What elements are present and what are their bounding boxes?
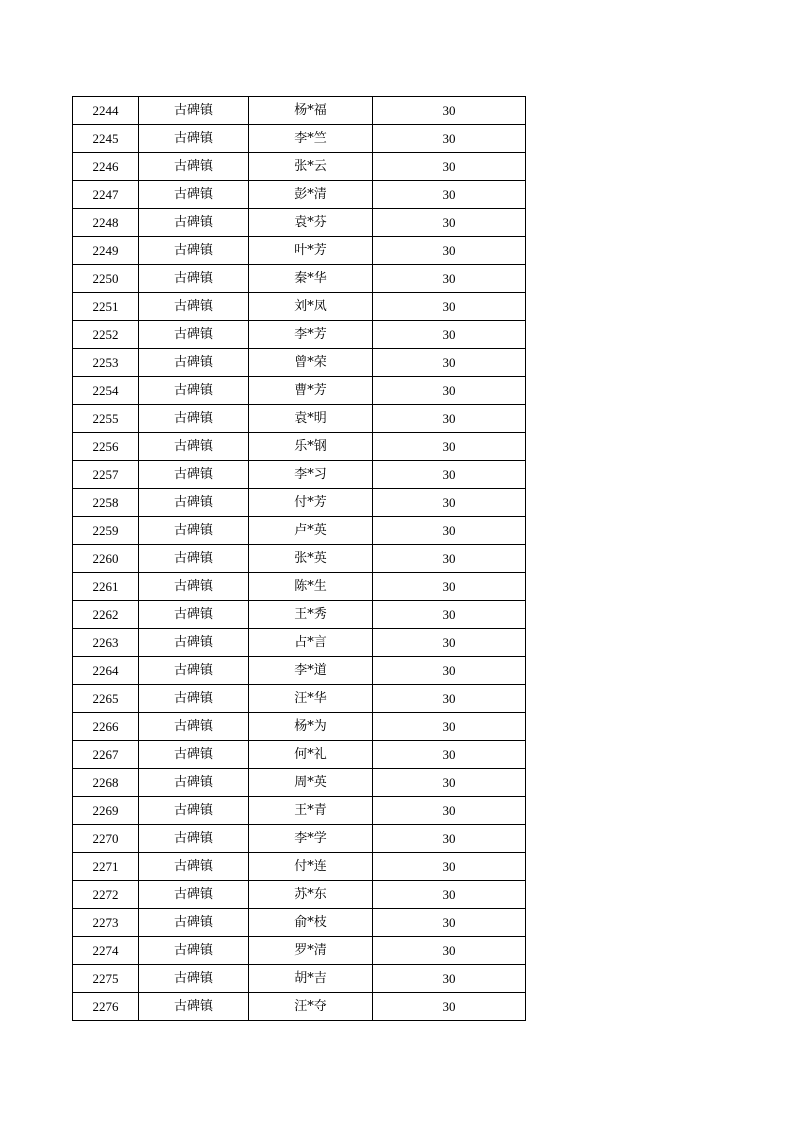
cell-row-number: 2263	[73, 629, 139, 657]
cell-amount: 30	[373, 181, 526, 209]
cell-person-name: 秦*华	[249, 265, 373, 293]
cell-amount: 30	[373, 489, 526, 517]
table-row	[73, 909, 526, 937]
cell-amount: 30	[373, 209, 526, 237]
cell-town: 古碑镇	[139, 741, 249, 769]
cell-row-number: 2248	[73, 209, 139, 237]
cell-row-number: 2267	[73, 741, 139, 769]
table-row	[73, 685, 526, 713]
cell-row-number: 2253	[73, 349, 139, 377]
table-row	[73, 545, 526, 573]
cell-town: 古碑镇	[139, 405, 249, 433]
cell-town: 古碑镇	[139, 517, 249, 545]
cell-person-name: 付*连	[249, 853, 373, 881]
cell-person-name: 叶*芳	[249, 237, 373, 265]
cell-person-name: 刘*凤	[249, 293, 373, 321]
cell-person-name: 曾*荣	[249, 349, 373, 377]
cell-amount: 30	[373, 433, 526, 461]
cell-row-number: 2264	[73, 657, 139, 685]
cell-person-name: 汪*华	[249, 685, 373, 713]
cell-amount: 30	[373, 461, 526, 489]
cell-amount: 30	[373, 993, 526, 1021]
cell-person-name: 陈*生	[249, 573, 373, 601]
cell-amount: 30	[373, 797, 526, 825]
cell-person-name: 苏*东	[249, 881, 373, 909]
table-row	[73, 433, 526, 461]
cell-row-number: 2268	[73, 769, 139, 797]
cell-town: 古碑镇	[139, 713, 249, 741]
cell-town: 古碑镇	[139, 489, 249, 517]
cell-town: 古碑镇	[139, 209, 249, 237]
cell-row-number: 2247	[73, 181, 139, 209]
cell-amount: 30	[373, 573, 526, 601]
cell-row-number: 2246	[73, 153, 139, 181]
cell-town: 古碑镇	[139, 657, 249, 685]
cell-amount: 30	[373, 125, 526, 153]
cell-amount: 30	[373, 713, 526, 741]
cell-amount: 30	[373, 769, 526, 797]
table-row	[73, 181, 526, 209]
cell-amount: 30	[373, 937, 526, 965]
cell-person-name: 何*礼	[249, 741, 373, 769]
cell-town: 古碑镇	[139, 937, 249, 965]
table-row	[73, 965, 526, 993]
cell-town: 古碑镇	[139, 293, 249, 321]
cell-row-number: 2275	[73, 965, 139, 993]
cell-person-name: 张*英	[249, 545, 373, 573]
table-row	[73, 769, 526, 797]
cell-person-name: 王*青	[249, 797, 373, 825]
cell-amount: 30	[373, 741, 526, 769]
cell-person-name: 曹*芳	[249, 377, 373, 405]
cell-row-number: 2252	[73, 321, 139, 349]
table-row	[73, 97, 526, 125]
cell-town: 古碑镇	[139, 377, 249, 405]
table-body	[73, 97, 526, 1021]
cell-town: 古碑镇	[139, 965, 249, 993]
cell-town: 古碑镇	[139, 685, 249, 713]
cell-row-number: 2257	[73, 461, 139, 489]
cell-person-name: 周*英	[249, 769, 373, 797]
cell-row-number: 2265	[73, 685, 139, 713]
table-row	[73, 237, 526, 265]
cell-amount: 30	[373, 657, 526, 685]
cell-town: 古碑镇	[139, 797, 249, 825]
cell-town: 古碑镇	[139, 573, 249, 601]
cell-row-number: 2245	[73, 125, 139, 153]
cell-amount: 30	[373, 405, 526, 433]
cell-person-name: 王*秀	[249, 601, 373, 629]
cell-row-number: 2255	[73, 405, 139, 433]
cell-town: 古碑镇	[139, 181, 249, 209]
table-row	[73, 405, 526, 433]
cell-town: 古碑镇	[139, 321, 249, 349]
cell-town: 古碑镇	[139, 97, 249, 125]
cell-amount: 30	[373, 349, 526, 377]
cell-row-number: 2276	[73, 993, 139, 1021]
cell-person-name: 李*学	[249, 825, 373, 853]
cell-amount: 30	[373, 517, 526, 545]
cell-amount: 30	[373, 545, 526, 573]
cell-row-number: 2250	[73, 265, 139, 293]
cell-person-name: 胡*吉	[249, 965, 373, 993]
cell-amount: 30	[373, 881, 526, 909]
cell-person-name: 张*云	[249, 153, 373, 181]
cell-amount: 30	[373, 601, 526, 629]
table-row	[73, 713, 526, 741]
cell-amount: 30	[373, 97, 526, 125]
cell-town: 古碑镇	[139, 153, 249, 181]
table-row	[73, 797, 526, 825]
cell-town: 古碑镇	[139, 881, 249, 909]
cell-row-number: 2256	[73, 433, 139, 461]
cell-person-name: 李*芳	[249, 321, 373, 349]
cell-row-number: 2251	[73, 293, 139, 321]
cell-town: 古碑镇	[139, 601, 249, 629]
cell-row-number: 2244	[73, 97, 139, 125]
cell-row-number: 2259	[73, 517, 139, 545]
cell-person-name: 占*言	[249, 629, 373, 657]
cell-amount: 30	[373, 909, 526, 937]
cell-amount: 30	[373, 629, 526, 657]
cell-row-number: 2261	[73, 573, 139, 601]
cell-person-name: 付*芳	[249, 489, 373, 517]
cell-town: 古碑镇	[139, 545, 249, 573]
data-table	[72, 96, 526, 1021]
cell-amount: 30	[373, 321, 526, 349]
cell-person-name: 卢*英	[249, 517, 373, 545]
table-row	[73, 629, 526, 657]
cell-town: 古碑镇	[139, 993, 249, 1021]
table-row	[73, 573, 526, 601]
cell-person-name: 李*习	[249, 461, 373, 489]
cell-person-name: 汪*夺	[249, 993, 373, 1021]
table-row	[73, 993, 526, 1021]
cell-town: 古碑镇	[139, 769, 249, 797]
table-row	[73, 349, 526, 377]
table-row	[73, 461, 526, 489]
table-row	[73, 209, 526, 237]
cell-row-number: 2266	[73, 713, 139, 741]
table-row	[73, 125, 526, 153]
cell-person-name: 杨*福	[249, 97, 373, 125]
cell-town: 古碑镇	[139, 909, 249, 937]
cell-amount: 30	[373, 237, 526, 265]
cell-row-number: 2254	[73, 377, 139, 405]
table-row	[73, 741, 526, 769]
cell-person-name: 俞*枝	[249, 909, 373, 937]
cell-amount: 30	[373, 293, 526, 321]
cell-town: 古碑镇	[139, 125, 249, 153]
cell-town: 古碑镇	[139, 349, 249, 377]
cell-town: 古碑镇	[139, 825, 249, 853]
cell-row-number: 2258	[73, 489, 139, 517]
table-row	[73, 937, 526, 965]
cell-town: 古碑镇	[139, 237, 249, 265]
cell-person-name: 袁*明	[249, 405, 373, 433]
cell-amount: 30	[373, 825, 526, 853]
cell-amount: 30	[373, 965, 526, 993]
cell-amount: 30	[373, 153, 526, 181]
table-row	[73, 601, 526, 629]
cell-row-number: 2260	[73, 545, 139, 573]
cell-person-name: 乐*钢	[249, 433, 373, 461]
cell-town: 古碑镇	[139, 629, 249, 657]
table-row	[73, 489, 526, 517]
table-row	[73, 321, 526, 349]
cell-row-number: 2273	[73, 909, 139, 937]
table-row	[73, 825, 526, 853]
cell-amount: 30	[373, 685, 526, 713]
table-row	[73, 377, 526, 405]
cell-town: 古碑镇	[139, 853, 249, 881]
cell-row-number: 2272	[73, 881, 139, 909]
cell-row-number: 2262	[73, 601, 139, 629]
cell-person-name: 杨*为	[249, 713, 373, 741]
cell-amount: 30	[373, 853, 526, 881]
cell-person-name: 袁*芬	[249, 209, 373, 237]
table-row	[73, 293, 526, 321]
cell-row-number: 2270	[73, 825, 139, 853]
cell-person-name: 李*竺	[249, 125, 373, 153]
cell-person-name: 罗*清	[249, 937, 373, 965]
cell-town: 古碑镇	[139, 461, 249, 489]
cell-amount: 30	[373, 265, 526, 293]
cell-town: 古碑镇	[139, 265, 249, 293]
table-row	[73, 853, 526, 881]
table-row	[73, 265, 526, 293]
cell-row-number: 2274	[73, 937, 139, 965]
cell-row-number: 2271	[73, 853, 139, 881]
cell-amount: 30	[373, 377, 526, 405]
cell-town: 古碑镇	[139, 433, 249, 461]
table-row	[73, 657, 526, 685]
table-row	[73, 517, 526, 545]
table-row	[73, 153, 526, 181]
cell-row-number: 2249	[73, 237, 139, 265]
cell-person-name: 李*道	[249, 657, 373, 685]
cell-row-number: 2269	[73, 797, 139, 825]
cell-person-name: 彭*清	[249, 181, 373, 209]
table-row	[73, 881, 526, 909]
